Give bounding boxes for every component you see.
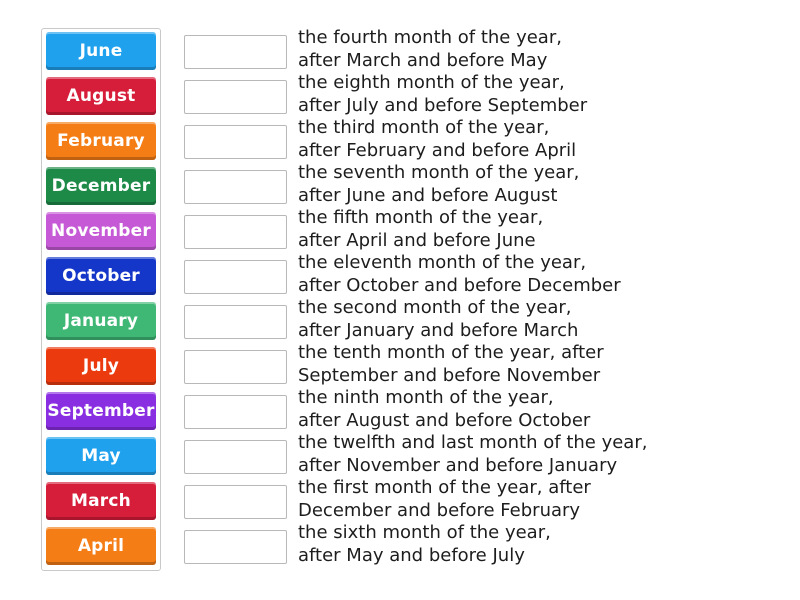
tile-label: December — [51, 176, 151, 196]
definition — [298, 117, 576, 162]
definition-line: the tenth month of the year, after — [298, 342, 604, 363]
definition-line: after August and before October — [298, 409, 591, 431]
definition — [298, 252, 621, 297]
drop-slot[interactable] — [184, 530, 287, 564]
drop-slot[interactable] — [184, 485, 287, 519]
drop-slot[interactable] — [184, 215, 287, 249]
definition-line: after February and before April — [298, 139, 577, 161]
tile-label: July — [82, 356, 120, 376]
tile-november[interactable] — [46, 212, 156, 250]
tile-october[interactable] — [46, 257, 156, 295]
definition-line: the eighth month of the year, — [298, 72, 565, 93]
tile-label: January — [63, 311, 139, 331]
tile-february[interactable] — [46, 122, 156, 160]
tile-december[interactable] — [46, 167, 156, 205]
drop-slot[interactable] — [184, 170, 287, 204]
drop-slot[interactable] — [184, 125, 287, 159]
definition — [298, 432, 647, 477]
definition — [298, 477, 591, 522]
drop-slot[interactable] — [184, 350, 287, 384]
definition-line: after October and before December — [298, 274, 621, 296]
definition-line: after June and before August — [298, 184, 558, 206]
tile-label: June — [79, 41, 123, 61]
definition-line: after April and before June — [298, 229, 536, 251]
definition — [298, 387, 590, 432]
definition — [298, 27, 562, 72]
tile-label: October — [62, 266, 140, 286]
definition — [298, 297, 578, 342]
definition-line: the ninth month of the year, — [298, 387, 554, 408]
tile-label: August — [66, 86, 136, 106]
definition-line: the sixth month of the year, — [298, 522, 551, 543]
definition-line: after July and before September — [298, 94, 588, 116]
tile-label: April — [77, 536, 125, 556]
definition-line: after March and before May — [298, 49, 548, 71]
drop-slot[interactable] — [184, 260, 287, 294]
tile-august[interactable] — [46, 77, 156, 115]
definition-line: the third month of the year, — [298, 117, 550, 138]
definition — [298, 342, 604, 387]
tile-january[interactable] — [46, 302, 156, 340]
definition-line: after January and before March — [298, 319, 579, 341]
definition — [298, 207, 543, 252]
drop-slot[interactable] — [184, 395, 287, 429]
definition-line: after November and before January — [298, 454, 618, 476]
definition — [298, 162, 579, 207]
definition-line: the seventh month of the year, — [298, 162, 580, 183]
definition-line: the twelfth and last month of the year, — [298, 432, 648, 453]
definition-line: the first month of the year, after — [298, 477, 591, 498]
tile-label: November — [51, 221, 151, 241]
definition-line: the eleventh month of the year, — [298, 252, 587, 273]
drop-slot[interactable] — [184, 80, 287, 114]
tile-label: September — [47, 401, 155, 421]
tile-may[interactable] — [46, 437, 156, 475]
tile-september[interactable] — [46, 392, 156, 430]
definition-line: the fourth month of the year, — [298, 27, 562, 48]
tile-april[interactable] — [46, 527, 156, 565]
drop-slot[interactable] — [184, 35, 287, 69]
tile-march[interactable] — [46, 482, 156, 520]
tile-july[interactable] — [46, 347, 156, 385]
definition — [298, 522, 551, 567]
tile-label: February — [57, 131, 145, 151]
definition-line: the fifth month of the year, — [298, 207, 544, 228]
tile-label: May — [81, 446, 121, 466]
definition-line: the second month of the year, — [298, 297, 572, 318]
definition-line: after May and before July — [298, 544, 525, 566]
tile-june[interactable] — [46, 32, 156, 70]
drop-slot[interactable] — [184, 305, 287, 339]
tile-label: March — [71, 491, 131, 511]
definition-line: September and before November — [298, 364, 601, 386]
definition — [298, 72, 587, 117]
definition-line: December and before February — [298, 499, 581, 521]
drop-slot[interactable] — [184, 440, 287, 474]
